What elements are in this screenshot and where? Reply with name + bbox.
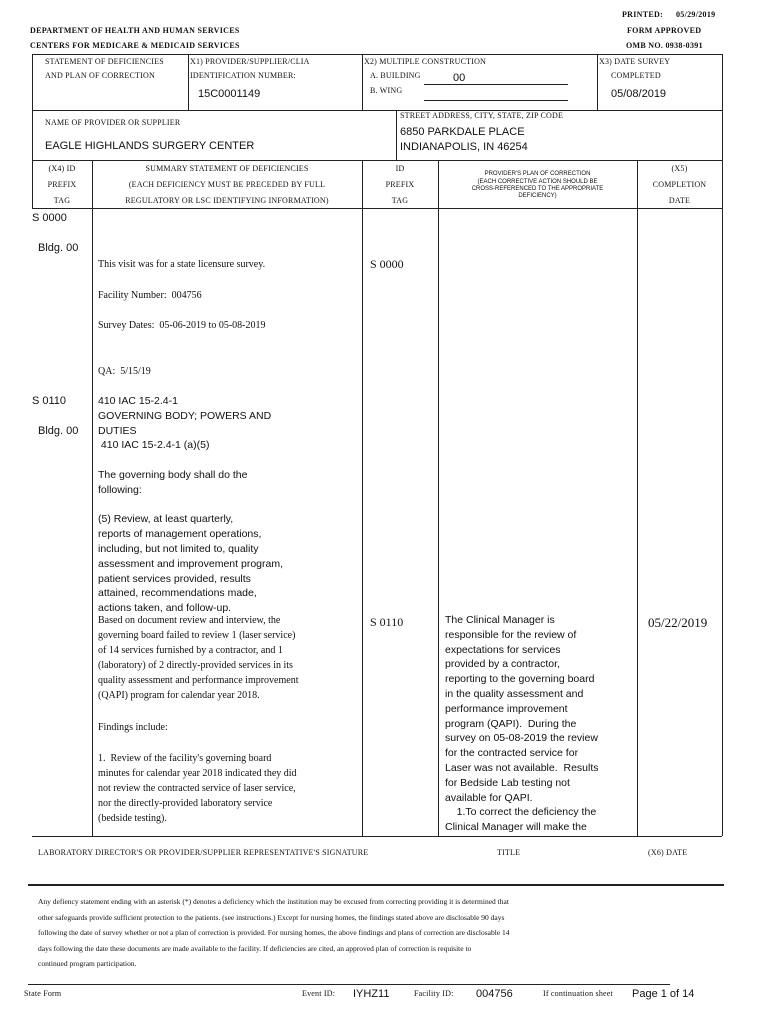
date-completed-label: COMPLETED [611,71,661,80]
summary-findings-basis: Based on document review and interview, the governing board failed to review 1 (laser service) of 14 services furnished by a contractor, and 1 (laboratory) of 2 directly-provided services in its quality assessment and performance improvement (QAPI) program for calendar year 2018. [98,615,299,701]
x5-label: (X5) [671,164,688,173]
building-value: 00 [453,72,466,84]
summary-qa: QA: 5/15/19 [98,366,151,377]
plan-header-4: DEFICIENCY) [518,193,557,199]
provider-id-label-2: IDENTIFICATION NUMBER: [190,71,296,80]
provider-id-label: X1) PROVIDER/SUPPLIER/CLIA [190,57,310,66]
id-prefix-label: PREFIX [385,180,415,189]
id-tag-label: TAG [391,196,409,205]
event-id-value: IYHZ11 [353,988,390,1000]
prefix-tag-s0110: S 0110 [32,395,67,407]
date-label: DATE [668,196,691,205]
summary-survey-dates: Survey Dates: 05-06-2019 to 05-08-2019 [98,320,266,331]
building-label: A. BUILDING [370,71,421,80]
department-title: DEPARTMENT OF HEALTH AND HUMAN SERVICES [30,26,240,35]
centers-title: CENTERS FOR MEDICARE & MEDICAID SERVICES [30,41,240,50]
summary-findings-include: Findings include: [98,722,168,733]
multiple-construction-label: X2) MULTIPLE CONSTRUCTION [364,57,487,66]
date-survey-label: X3) DATE SURVEY [599,57,671,66]
summary-header-1: SUMMARY STATEMENT OF DEFICIENCIES [145,164,309,173]
printed-label: PRINTED: [622,10,664,19]
wing-label: B. WING [370,86,403,95]
disclaimer-text: Any defiency statement ending with an asterisk (*) denotes a deficiency which the institution may be excused from correcting providing it is determined that other safeguards provide sufficient protection to the patients. (see instructions.) Except for nursing homes, the findings stated above are disclosable 90 days following the date of survey whether or not a plan of correction is provided. For nursing homes, the above findings and plans of correction are disclosable 14 days following the date these documents are made available to the facility. If deficiencies are cited, an approved plan of correction is requisite to continued program participation. [38,897,510,968]
building-tag-2: Bldg. 00 [38,425,79,437]
x4-id-label: (X4) ID [48,164,76,173]
id-tag-s0000: S 0000 [370,257,404,271]
facility-id-value: 004756 [476,988,513,1000]
director-signature-label: LABORATORY DIRECTOR'S OR PROVIDER/SUPPLIER REPRESENTATIVE'S SIGNATURE [38,848,369,857]
state-form-label: State Form [24,989,62,998]
address-label: STREET ADDRESS, CITY, STATE, ZIP CODE [400,111,564,120]
title-label: TITLE [497,848,521,857]
summary-regulation-text: 410 IAC 15-2.4-1 GOVERNING BODY; POWERS AND DUTIES 410 IAC 15-2.4-1 (a)(5) The governing body shall do the following: (5) Review, at least quarterly, reports of management operations, including, but not limited to, quality assessment and improvement program, patient services provided, results attained, recommendations made, actions taken, and follow-up. [98,395,283,615]
summary-facility-number: Facility Number: 004756 [98,290,202,301]
statement-label-1: STATEMENT OF DEFICIENCIES [45,57,164,66]
address-line-1: 6850 PARKDALE PLACE [400,126,525,138]
provider-id-value: 15C0001149 [198,88,261,100]
address-line-2: INDIANAPOLIS, IN 46254 [400,141,528,153]
completion-label: COMPLETION [652,180,707,189]
summary-header-2: (EACH DEFICIENCY MUST BE PRECEDED BY FULL [128,180,326,189]
signature-divider [28,884,724,886]
id-tag-s0110: S 0110 [370,615,404,629]
provider-name-label: NAME OF PROVIDER OR SUPPLIER [45,118,181,127]
id-label: ID [395,164,405,173]
continuation-label: If continuation sheet [543,989,613,998]
building-tag-1: Bldg. 00 [38,242,79,254]
plan-header-2: (EACH CORRECTIVE ACTION SHOULD BE [477,179,598,185]
date-survey-value: 05/08/2019 [611,88,667,100]
statement-label-2: AND PLAN OF CORRECTION [45,71,155,80]
event-id-label: Event ID: [302,989,336,998]
completion-date: 05/22/2019 [648,615,708,630]
x4-prefix-label: PREFIX [47,180,77,189]
facility-id-label: Facility ID: [414,989,454,998]
summary-finding-1: 1. Review of the facility's governing board minutes for calendar year 2018 indicated they did not review the contracted service of laser service, nor the directly-provided laboratory service (bedside testing). [98,753,297,824]
plan-of-correction-text: The Clinical Manager is responsible for the review of expectations for services provided by a contractor, reporting to the governing board in the quality assessment and performance improvement program (QAPI). During the survey on 05-08-2019 the review for the contracted service for Laser was not available. Results for Bedside Lab testing not available for QAPI. 1.To correct the deficiency the Clinical Manager will make the [445,614,599,834]
plan-header-1: PROVIDER'S PLAN OF CORRECTION [484,171,591,177]
form-approved: FORM APPROVED [627,26,702,35]
signature-date-label: (X6) DATE [648,848,688,857]
omb-number: OMB NO. 0938-0391 [626,41,703,50]
page-number: Page 1 of 14 [632,988,695,1000]
prefix-tag-s0000: S 0000 [32,212,67,224]
plan-header-3: CROSS-REFERENCED TO THE APPROPRIATE [471,186,604,192]
provider-name-value: EAGLE HIGHLANDS SURGERY CENTER [45,140,255,152]
summary-visit-text: This visit was for a state licensure survey. [98,259,266,270]
summary-header-3: REGULATORY OR LSC IDENTIFYING INFORMATION) [125,196,329,205]
x4-tag-label: TAG [53,196,71,205]
printed-date: 05/29/2019 [676,10,716,19]
